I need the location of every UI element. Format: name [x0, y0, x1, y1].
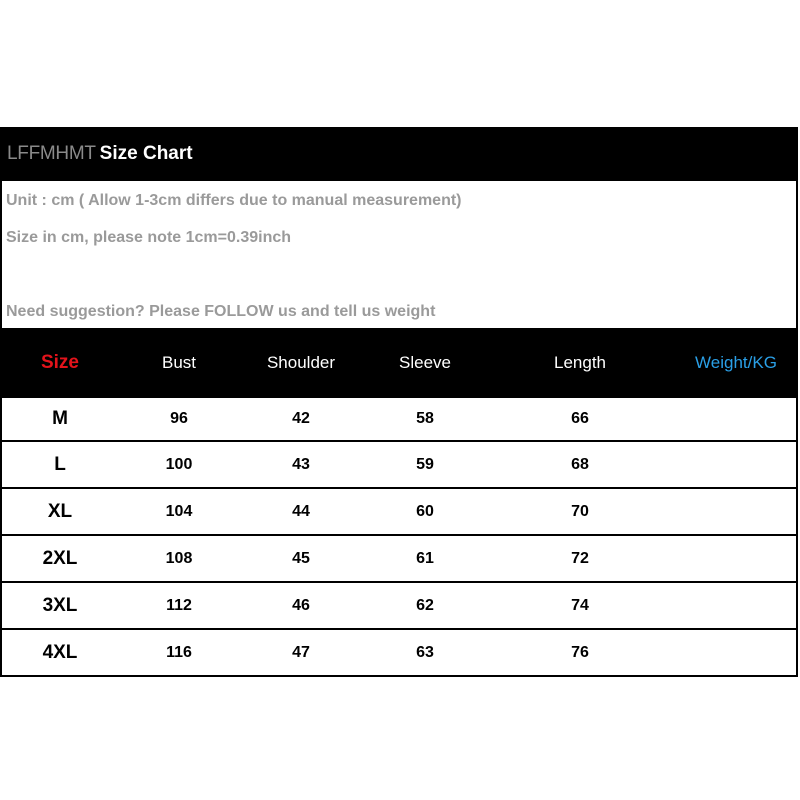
- table-row: [2, 630, 796, 677]
- cell-bust: 100: [165, 456, 193, 473]
- header-sleeve: Sleeve: [399, 353, 451, 372]
- cell-shoulder: 45: [292, 550, 310, 567]
- header-length: Length: [554, 353, 606, 372]
- cell-shoulder: 44: [292, 503, 310, 520]
- cell-sleeve: 58: [416, 410, 434, 427]
- brand-name: LFFMHMT: [7, 143, 96, 164]
- table-body: [2, 398, 796, 677]
- table-row: [2, 536, 796, 583]
- cell-length: 76: [571, 644, 589, 661]
- cell-size: 2XL: [42, 548, 78, 569]
- title-bar: [2, 127, 796, 181]
- cell-size: M: [52, 408, 68, 429]
- cell-length: 74: [571, 597, 589, 614]
- cell-bust: 108: [165, 550, 193, 567]
- cell-sleeve: 62: [416, 597, 434, 614]
- cell-sleeve: 59: [416, 456, 434, 473]
- cell-length: 68: [571, 456, 589, 473]
- cell-sleeve: 61: [416, 550, 434, 567]
- table-row: [2, 398, 796, 442]
- unit-note: Unit : cm ( Allow 1-3cm differs due to manual measurement): [6, 192, 462, 209]
- cell-shoulder: 42: [292, 410, 310, 427]
- table-row: [2, 442, 796, 489]
- cell-length: 66: [571, 410, 589, 427]
- header-weight: Weight/KG: [695, 353, 777, 372]
- cell-sleeve: 60: [416, 503, 434, 520]
- table-row: [2, 489, 796, 536]
- notes-section: [2, 181, 796, 328]
- cell-size: 3XL: [42, 595, 78, 616]
- cell-bust: 116: [166, 644, 192, 661]
- size-chart: [0, 127, 798, 677]
- cell-size: XL: [47, 501, 73, 522]
- cell-bust: 96: [170, 410, 188, 427]
- cell-size: L: [54, 454, 66, 475]
- cell-bust: 104: [165, 503, 193, 520]
- cell-length: 72: [571, 550, 589, 567]
- cell-bust: 112: [166, 597, 192, 614]
- cell-shoulder: 46: [292, 597, 310, 614]
- cell-length: 70: [571, 503, 589, 520]
- header-bust: Bust: [161, 353, 197, 372]
- cell-shoulder: 43: [292, 456, 310, 473]
- table-row: [2, 583, 796, 630]
- cell-shoulder: 47: [292, 644, 310, 661]
- table-header-row: [2, 328, 796, 398]
- header-shoulder: Shoulder: [266, 353, 336, 372]
- suggestion-note: Need suggestion? Please FOLLOW us and tell us weight: [6, 303, 436, 320]
- header-size: Size: [40, 352, 80, 373]
- cell-size: 4XL: [42, 642, 78, 663]
- chart-title: Size Chart: [99, 143, 193, 164]
- cell-sleeve: 63: [416, 644, 434, 661]
- conversion-note: Size in cm, please note 1cm=0.39inch: [6, 229, 292, 246]
